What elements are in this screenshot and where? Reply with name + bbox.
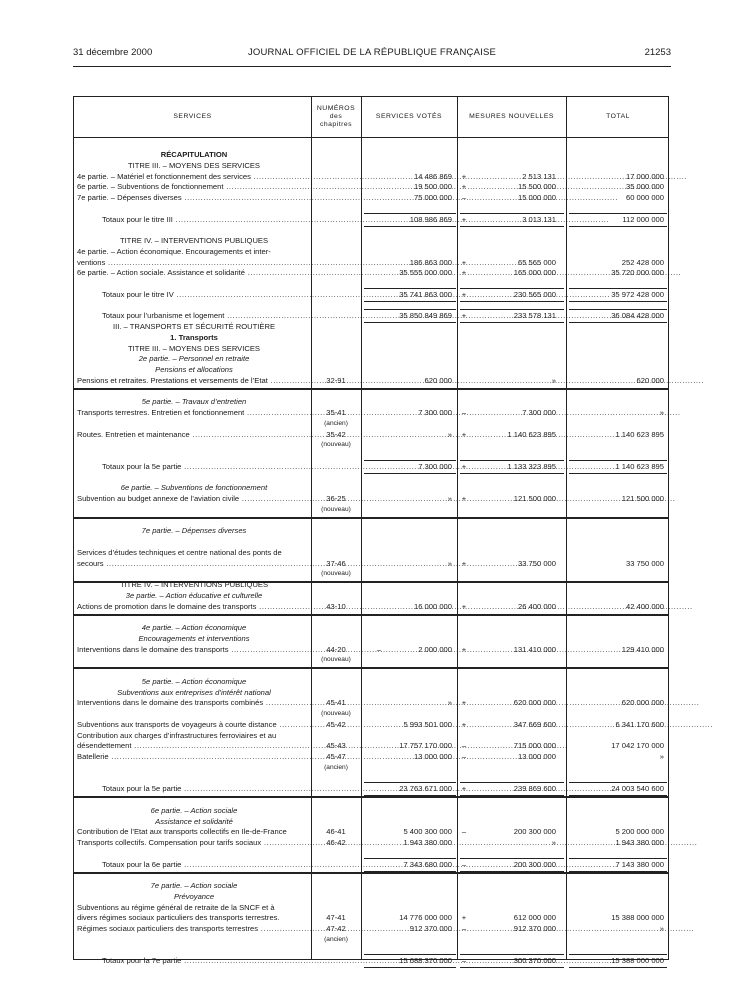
services-votes-value: 1 943 380 000 xyxy=(403,838,452,847)
table-row xyxy=(74,934,668,945)
row-label: Totaux pour l’urbanisme et logement ..... xyxy=(102,310,311,321)
table-row xyxy=(74,310,668,321)
services-votes-value: 19 500 000 xyxy=(413,182,452,191)
mesures-nouvelles-value: 300 370 000 xyxy=(513,956,556,965)
row-label: Batellerie ..... xyxy=(77,751,311,762)
mesures-nouvelles-value: 3 013 131 xyxy=(522,215,556,224)
page-header xyxy=(73,47,671,61)
row-label: Totaux pour la 6e partie ..... xyxy=(102,859,311,870)
mesures-sign: + xyxy=(461,430,467,439)
total-value: 17 000 000 xyxy=(625,172,664,181)
total-value: 252 428 000 xyxy=(621,258,664,267)
services-votes-value: 13 000 000 xyxy=(413,752,452,761)
row-label: Assistance et solidarité xyxy=(155,817,233,826)
column-header-chapters-line: des xyxy=(329,113,343,121)
table-row xyxy=(74,504,668,515)
table-row xyxy=(74,321,668,332)
services-votes-value: 14 486 869 xyxy=(413,172,452,181)
services-votes-value: » xyxy=(447,494,452,503)
mesures-nouvelles-value: 1 140 623 895 xyxy=(507,430,556,439)
table-row xyxy=(74,568,668,579)
chapter-number: 47-42 xyxy=(326,924,346,933)
chapter-number: 46-42 xyxy=(326,838,346,847)
services-votes-value: » xyxy=(447,698,452,707)
table-row xyxy=(74,590,668,601)
services-votes-value: » xyxy=(447,559,452,568)
mesures-sign: – xyxy=(461,924,467,933)
row-label: Encouragements et interventions xyxy=(138,634,250,643)
mesures-nouvelles-value: 121 500 000 xyxy=(513,494,556,503)
mesures-sign: + xyxy=(461,784,467,793)
row-label: 6e partie. – Action sociale xyxy=(150,806,238,815)
row-label: Pensions et retraites. Prestations et versements de l’Etat ..... xyxy=(77,375,311,386)
mesures-sign: + xyxy=(461,720,467,729)
services-votes-value: 17 757 170 000 xyxy=(399,741,452,750)
row-label: III. – TRANSPORTS ET SÉCURITÉ ROUTIÈRE xyxy=(112,322,276,331)
table-row xyxy=(74,826,668,837)
row-label: Totaux pour la 5e partie ..... xyxy=(102,461,311,472)
column-header-mesures: MESURES NOUVELLES xyxy=(469,113,554,121)
table-row xyxy=(74,149,668,160)
row-label: TITRE IV. – INTERVENTIONS PUBLIQUES xyxy=(119,236,269,245)
mesures-nouvelles-value: 612 000 000 xyxy=(513,913,556,922)
total-value: 15 388 000 000 xyxy=(611,956,664,965)
mesures-nouvelles-value: 620 000 000 xyxy=(513,698,556,707)
total-value: 15 388 000 000 xyxy=(611,913,664,922)
table-row xyxy=(74,611,668,622)
total-value: 129 410 000 xyxy=(621,645,664,654)
mesures-sign: + xyxy=(461,215,467,224)
row-label: 6e partie. – Subventions de fonctionnement xyxy=(120,483,268,492)
row-label: secours ..... xyxy=(77,558,311,569)
chapter-number: 37-46 xyxy=(326,559,346,568)
column-header-chapters-line: chapitres xyxy=(319,120,353,128)
mesures-nouvelles-value: 15 000 000 xyxy=(517,193,556,202)
table-row xyxy=(74,332,668,343)
table-row xyxy=(74,439,668,450)
row-label: Routes. Entretien et maintenance ..... xyxy=(77,429,311,440)
mesures-nouvelles-value: 230 565 000 xyxy=(513,290,556,299)
row-label: 2e partie. – Personnel en retraite xyxy=(138,354,250,363)
services-votes-value: 75 000 000 xyxy=(413,193,452,202)
services-votes-value: 5 993 501 000 xyxy=(403,720,452,729)
services-votes-value: 620 000 xyxy=(424,376,452,385)
row-label: Subventions au régime général de retraite de la SNCF et à xyxy=(77,903,275,912)
table-row xyxy=(74,407,668,418)
chapter-number: 47-41 xyxy=(326,913,346,922)
row-label: 3e partie. – Action éducative et culturelle xyxy=(125,591,263,600)
table-row xyxy=(74,837,668,848)
total-value: » xyxy=(659,924,664,933)
chapter-number: 45-42 xyxy=(326,720,346,729)
mesures-sign: – xyxy=(461,752,467,761)
table-row xyxy=(74,364,668,375)
table-row xyxy=(74,181,668,192)
mesures-nouvelles-value: 131 410 000 xyxy=(513,645,556,654)
mesures-nouvelles-value: 715 000 000 xyxy=(513,741,556,750)
services-votes-value: 35 555 000 000 xyxy=(399,268,452,277)
mesures-sign: + xyxy=(461,182,467,191)
chapter-number: (nouveau) xyxy=(321,710,351,717)
table-row xyxy=(74,762,668,773)
row-label: Totaux pour le titre III ..... xyxy=(102,214,311,225)
header-row-rule xyxy=(74,137,668,138)
column-header-services: SERVICES xyxy=(173,113,212,121)
row-label: Actions de promotion dans le domaine des transports ..... xyxy=(77,601,311,612)
row-label: 4e partie. – Action économique. Encouragements et inter- xyxy=(77,247,271,256)
budget-table xyxy=(73,96,669,965)
table-row xyxy=(74,719,668,730)
chapter-number: 43-10 xyxy=(326,602,346,611)
row-label: RÉCAPITULATION xyxy=(160,150,228,159)
total-value: 5 200 000 000 xyxy=(615,827,664,836)
mesures-sign: + xyxy=(461,311,467,320)
mesures-nouvelles-value: » xyxy=(551,376,556,385)
table-row xyxy=(74,633,668,644)
services-votes-value: 5 400 300 000 xyxy=(403,827,452,836)
header-page-number: 21253 xyxy=(644,47,671,58)
mesures-nouvelles-value: 347 669 600 xyxy=(513,720,556,729)
mesures-sign: + xyxy=(461,645,467,654)
row-label: Interventions dans le domaine des transports combinés ..... xyxy=(77,697,311,708)
total-value: 620 000 000 xyxy=(621,698,664,707)
mesures-nouvelles-value: 65 565 000 xyxy=(517,258,556,267)
chapter-number: 36-25 xyxy=(326,494,346,503)
mesures-nouvelles-value: 200 300 000 xyxy=(513,827,556,836)
row-label: désendettement ..... xyxy=(77,740,311,751)
table-row xyxy=(74,794,668,805)
table-row xyxy=(74,923,668,934)
services-votes-value: 2 000 000 xyxy=(418,645,452,654)
row-label: Transports terrestres. Entretien et fonctionnement ..... xyxy=(77,407,311,418)
row-label: TITRE III. – MOYENS DES SERVICES xyxy=(128,161,260,170)
row-label: Pensions et allocations xyxy=(155,365,233,374)
table-row xyxy=(74,805,668,816)
services-votes-value: 35 741 863 000 xyxy=(399,290,452,299)
votes-sign: – xyxy=(376,645,382,654)
total-value: 35 972 428 000 xyxy=(611,290,664,299)
row-label: 4e partie. – Matériel et fonctionnement des services ..... xyxy=(77,171,311,182)
chapter-number: (nouveau) xyxy=(321,656,351,663)
column-header-votes: SERVICES VOTÉS xyxy=(375,113,443,121)
mesures-sign: + xyxy=(461,698,467,707)
table-row xyxy=(74,375,668,386)
row-label: Totaux pour la 7e partie ..... xyxy=(102,955,311,966)
mesures-sign: – xyxy=(461,956,467,965)
total-value: 1 140 623 895 xyxy=(615,462,664,471)
services-votes-value: 35 850 849 869 xyxy=(399,311,452,320)
total-value: » xyxy=(659,408,664,417)
row-label: 6e partie. – Action sociale. Assistance et solidarité ..... xyxy=(77,267,311,278)
column-header-chapters-line: NUMÉROS xyxy=(316,105,356,113)
chapter-number: (ancien) xyxy=(324,764,348,771)
row-label: 7e partie. – Dépenses diverses xyxy=(141,526,247,535)
table-row xyxy=(74,654,668,665)
table-row xyxy=(74,665,668,676)
column-header-chapters xyxy=(311,97,361,137)
table-row xyxy=(74,708,668,719)
header-date: 31 décembre 2000 xyxy=(73,47,153,58)
mesures-sign: – xyxy=(461,827,467,836)
total-value: » xyxy=(659,752,664,761)
chapter-number: 45-41 xyxy=(326,698,346,707)
chapter-number: (nouveau) xyxy=(321,570,351,577)
row-label: Prévoyance xyxy=(173,892,215,901)
table-row xyxy=(74,246,668,257)
total-value: 6 341 170 600 xyxy=(615,720,664,729)
services-votes-value: 16 000 000 xyxy=(413,602,452,611)
total-value: 1 140 623 895 xyxy=(615,430,664,439)
mesures-nouvelles-value: 165 000 000 xyxy=(513,268,556,277)
table-row xyxy=(74,955,668,966)
total-value: 1 943 380 000 xyxy=(615,838,664,847)
services-votes-value: 186 863 000 xyxy=(409,258,452,267)
row-label: Subventions aux transports de voyageurs à courte distance ..... xyxy=(77,719,311,730)
chapter-number: (ancien) xyxy=(324,420,348,427)
chapter-number: (ancien) xyxy=(324,936,348,943)
mesures-sign: – xyxy=(461,408,467,417)
table-row xyxy=(74,869,668,880)
mesures-nouvelles-value: 13 000 000 xyxy=(517,752,556,761)
mesures-nouvelles-value: 2 513 131 xyxy=(522,172,556,181)
row-label: TITRE IV. – INTERVENTIONS PUBLIQUES xyxy=(119,580,269,589)
mesures-sign: – xyxy=(461,741,467,750)
mesures-sign: + xyxy=(461,559,467,568)
chapter-number: 45-43 xyxy=(326,741,346,750)
header-rule xyxy=(73,66,671,67)
services-votes-value: 15 688 370 000 xyxy=(399,956,452,965)
row-label: Totaux pour la 5e partie ..... xyxy=(102,783,311,794)
row-label: divers régimes sociaux particuliers des transports terrestres. xyxy=(77,913,280,922)
chapter-number: 44-20 xyxy=(326,645,346,654)
row-label: Régimes sociaux particuliers des transports terrestres ..... xyxy=(77,923,311,934)
mesures-nouvelles-value: 200 300 000 xyxy=(513,860,556,869)
total-value: 121 500 000 xyxy=(621,494,664,503)
row-label: Transports collectifs. Compensation pour tarifs sociaux ..... xyxy=(77,837,311,848)
row-label: Services d’études techniques et centre national des ponts de xyxy=(77,548,282,557)
chapter-number: (nouveau) xyxy=(321,506,351,513)
column-header-total: TOTAL xyxy=(606,113,630,121)
total-value: 36 084 428 000 xyxy=(611,311,664,320)
total-value: 620 000 xyxy=(636,376,664,385)
services-votes-value: 7 300 000 xyxy=(418,408,452,417)
row-label: Subventions aux entreprises d’intérêt national xyxy=(117,688,271,697)
table-row xyxy=(74,353,668,364)
row-label: Subvention au budget annexe de l’aviation civile ..... xyxy=(77,493,311,504)
total-value: 33 750 000 xyxy=(625,559,664,568)
table-row xyxy=(74,482,668,493)
table-row xyxy=(74,192,668,203)
row-label: Contribution de l’Etat aux transports collectifs en Ile-de-France xyxy=(77,827,287,836)
mesures-sign: + xyxy=(461,258,467,267)
chapter-number: (nouveau) xyxy=(321,441,351,448)
row-label: 4e partie. – Action économique xyxy=(141,623,247,632)
total-value: 112 000 000 xyxy=(622,215,664,224)
mesures-sign: – xyxy=(461,860,467,869)
total-value: 7 143 380 000 xyxy=(615,860,664,869)
services-votes-value: 7 343 680 000 xyxy=(403,860,452,869)
services-votes-value: 108 986 869 xyxy=(409,215,452,224)
table-row xyxy=(74,536,668,547)
row-label: Contribution aux charges d’infrastructures ferroviaires et au xyxy=(77,731,277,740)
table-row xyxy=(74,676,668,687)
services-votes-value: 23 763 671 000 xyxy=(399,784,452,793)
row-label: 1. Transports xyxy=(170,333,218,342)
mesures-nouvelles-value: » xyxy=(551,838,556,847)
services-votes-value: » xyxy=(447,430,452,439)
chapter-number: 32-91 xyxy=(326,376,346,385)
services-votes-value: 14 776 000 000 xyxy=(399,913,452,922)
row-label: 5e partie. – Action économique xyxy=(141,677,247,686)
mesures-nouvelles-value: 233 578 131 xyxy=(513,311,556,320)
table-row xyxy=(74,912,668,923)
header-title: JOURNAL OFFICIEL DE LA RÉPUBLIQUE FRANÇAISE xyxy=(247,47,497,58)
total-value: 35 720 000 000 xyxy=(611,268,664,277)
mesures-sign: + xyxy=(461,494,467,503)
services-votes-value: 7 300 000 xyxy=(418,462,452,471)
mesures-sign: + xyxy=(461,602,467,611)
row-label: Totaux pour le titre IV ..... xyxy=(102,289,311,300)
table-row xyxy=(74,235,668,246)
table-row xyxy=(74,891,668,902)
row-label: 7e partie. – Dépenses diverses ..... xyxy=(77,192,311,203)
row-label: 6e partie. – Subventions de fonctionnement ..... xyxy=(77,181,311,192)
table-row xyxy=(74,267,668,278)
services-votes-value: 912 370 000 xyxy=(409,924,452,933)
table-row xyxy=(74,547,668,558)
total-value: 42 400 000 xyxy=(625,602,664,611)
table-row xyxy=(74,396,668,407)
row-label: TITRE III. – MOYENS DES SERVICES xyxy=(128,344,260,353)
chapter-number: 35-42 xyxy=(326,430,346,439)
mesures-sign: + xyxy=(461,268,467,277)
table-row xyxy=(74,525,668,536)
mesures-nouvelles-value: 15 500 000 xyxy=(517,182,556,191)
table-row xyxy=(74,622,668,633)
row-label: 5e partie. – Travaux d’entretien xyxy=(141,397,247,406)
total-value: 35 000 000 xyxy=(625,182,664,191)
total-value: 17 042 170 000 xyxy=(611,741,664,750)
mesures-nouvelles-value: 239 869 600 xyxy=(513,784,556,793)
row-label: Interventions dans le domaine des transports ..... xyxy=(77,644,311,655)
table-row xyxy=(74,697,668,708)
mesures-sign: + xyxy=(461,172,467,181)
total-value: 24 003 540 600 xyxy=(611,784,664,793)
table-row xyxy=(74,740,668,751)
mesures-sign: + xyxy=(461,913,467,922)
mesures-nouvelles-value: 912 370 000 xyxy=(513,924,556,933)
table-row xyxy=(74,493,668,504)
mesures-nouvelles-value: 1 133 323 895 xyxy=(507,462,556,471)
chapter-number: 45-47 xyxy=(326,752,346,761)
mesures-sign: + xyxy=(461,290,467,299)
row-label: 7e partie. – Action sociale xyxy=(150,881,238,890)
mesures-nouvelles-value: 33 750 000 xyxy=(517,559,556,568)
table-row xyxy=(74,224,668,235)
table-row xyxy=(74,160,668,171)
table-row xyxy=(74,751,668,762)
row-label: ventions ..... xyxy=(77,257,311,268)
table-row xyxy=(74,418,668,429)
table-row xyxy=(74,579,668,590)
total-value: 60 000 000 xyxy=(625,193,664,202)
mesures-sign: + xyxy=(461,462,467,471)
mesures-sign: – xyxy=(461,193,467,202)
table-row xyxy=(74,783,668,794)
mesures-nouvelles-value: 26 400 000 xyxy=(517,602,556,611)
table-row xyxy=(74,880,668,891)
mesures-nouvelles-value: 7 300 000 xyxy=(522,408,556,417)
table-row xyxy=(74,289,668,300)
table-row xyxy=(74,461,668,472)
chapter-number: 35-41 xyxy=(326,408,346,417)
chapter-number: 46-41 xyxy=(326,827,346,836)
